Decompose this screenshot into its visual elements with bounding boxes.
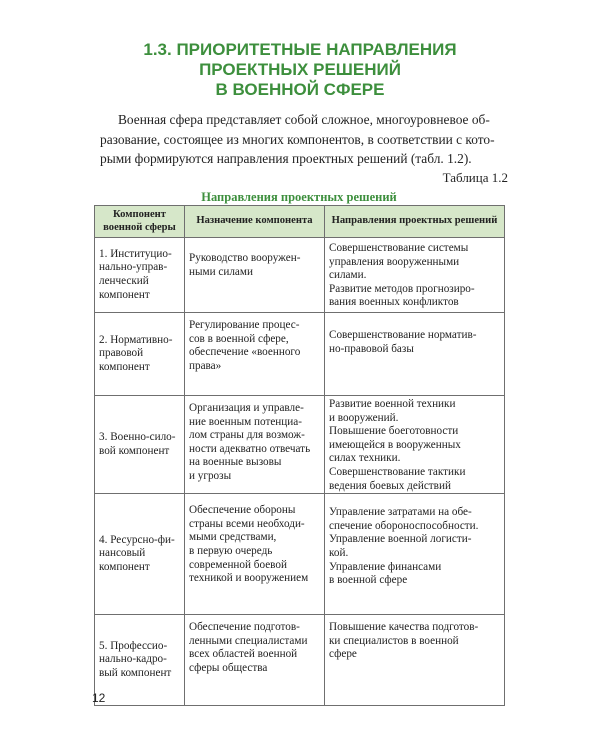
heading-line: В ВОЕННОЙ СФЕРЕ [215,80,385,99]
table-title: Направления проектных решений [201,190,397,204]
header-directions: Направления проектных решений [325,206,505,238]
cell-purpose: Обеспечение обороны страны всеми необходи- мыми средствами, в первую очередь современной боевой техникой и вооружением [185,494,325,615]
cell-purpose: Руководство вооружен- ными силами [185,238,325,313]
intro-paragraph [100,110,510,169]
intro-line: Военная сфера представляет собой сложное, многоуровневое об- [118,112,490,127]
table-row [95,313,505,396]
table-header-row [95,206,505,238]
table-row [95,238,505,313]
heading-line: ПРОЕКТНЫХ РЕШЕНИЙ [199,60,401,79]
cell-directions: Повышение качества подготов- ки специалистов в военной сфере [325,615,505,706]
table-row [95,494,505,615]
cell-purpose: Организация и управле- ние военным потенциа- лом страны для возмож- ности адекватно отвечать на военные вызовы и угрозы [185,396,325,494]
cell-purpose: Обеспечение подготов- ленными специалистами всех областей военной сферы общества [185,615,325,706]
intro-line: рыми формируются направления проектных решений (табл. 1.2). [100,151,472,166]
cell-component: 3. Военно-сило- вой компонент [95,396,185,494]
cell-directions: Управление затратами на обе- спечение обороноспособности. Управление военной логисти- кой. Управление финансами в военной сфере [325,494,505,615]
cell-component: 2. Нормативно- правовой компонент [95,313,185,396]
intro-line: разование, состоящее из многих компонентов, в соответствии с кото- [100,131,495,147]
cell-directions: Совершенствование норматив- но-правовой базы [325,313,505,396]
table-row [95,615,505,706]
section-heading [60,40,540,100]
header-purpose: Назначение компонента [185,206,325,238]
directions-table [94,205,505,706]
cell-component: 4. Ресурсно-фи- нансовый компонент [95,494,185,615]
table-row [95,396,505,494]
cell-purpose: Регулирование процес- сов в военной сфере, обеспечение «военного права» [185,313,325,396]
heading-line: 1.3. ПРИОРИТЕТНЫЕ НАПРАВЛЕНИЯ [143,40,457,59]
page-number: 12 [92,691,106,705]
cell-directions: Совершенствование системы управления вооруженными силами. Развитие методов прогнозиро- вания военных конфликтов [325,238,505,313]
cell-component: 1. Институцио- нально-управ- ленческий компонент [95,238,185,313]
header-component: Компонент военной сферы [95,206,185,238]
cell-component: 5. Профессио- нально-кадро- вый компонент [95,615,185,706]
table-number-label: Таблица 1.2 [442,170,508,185]
cell-directions: Развитие военной техники и вооружений. Повышение боеготовности имеющейся в вооруженных силах техники. Совершенствование тактики ведения боевых действий [325,396,505,494]
